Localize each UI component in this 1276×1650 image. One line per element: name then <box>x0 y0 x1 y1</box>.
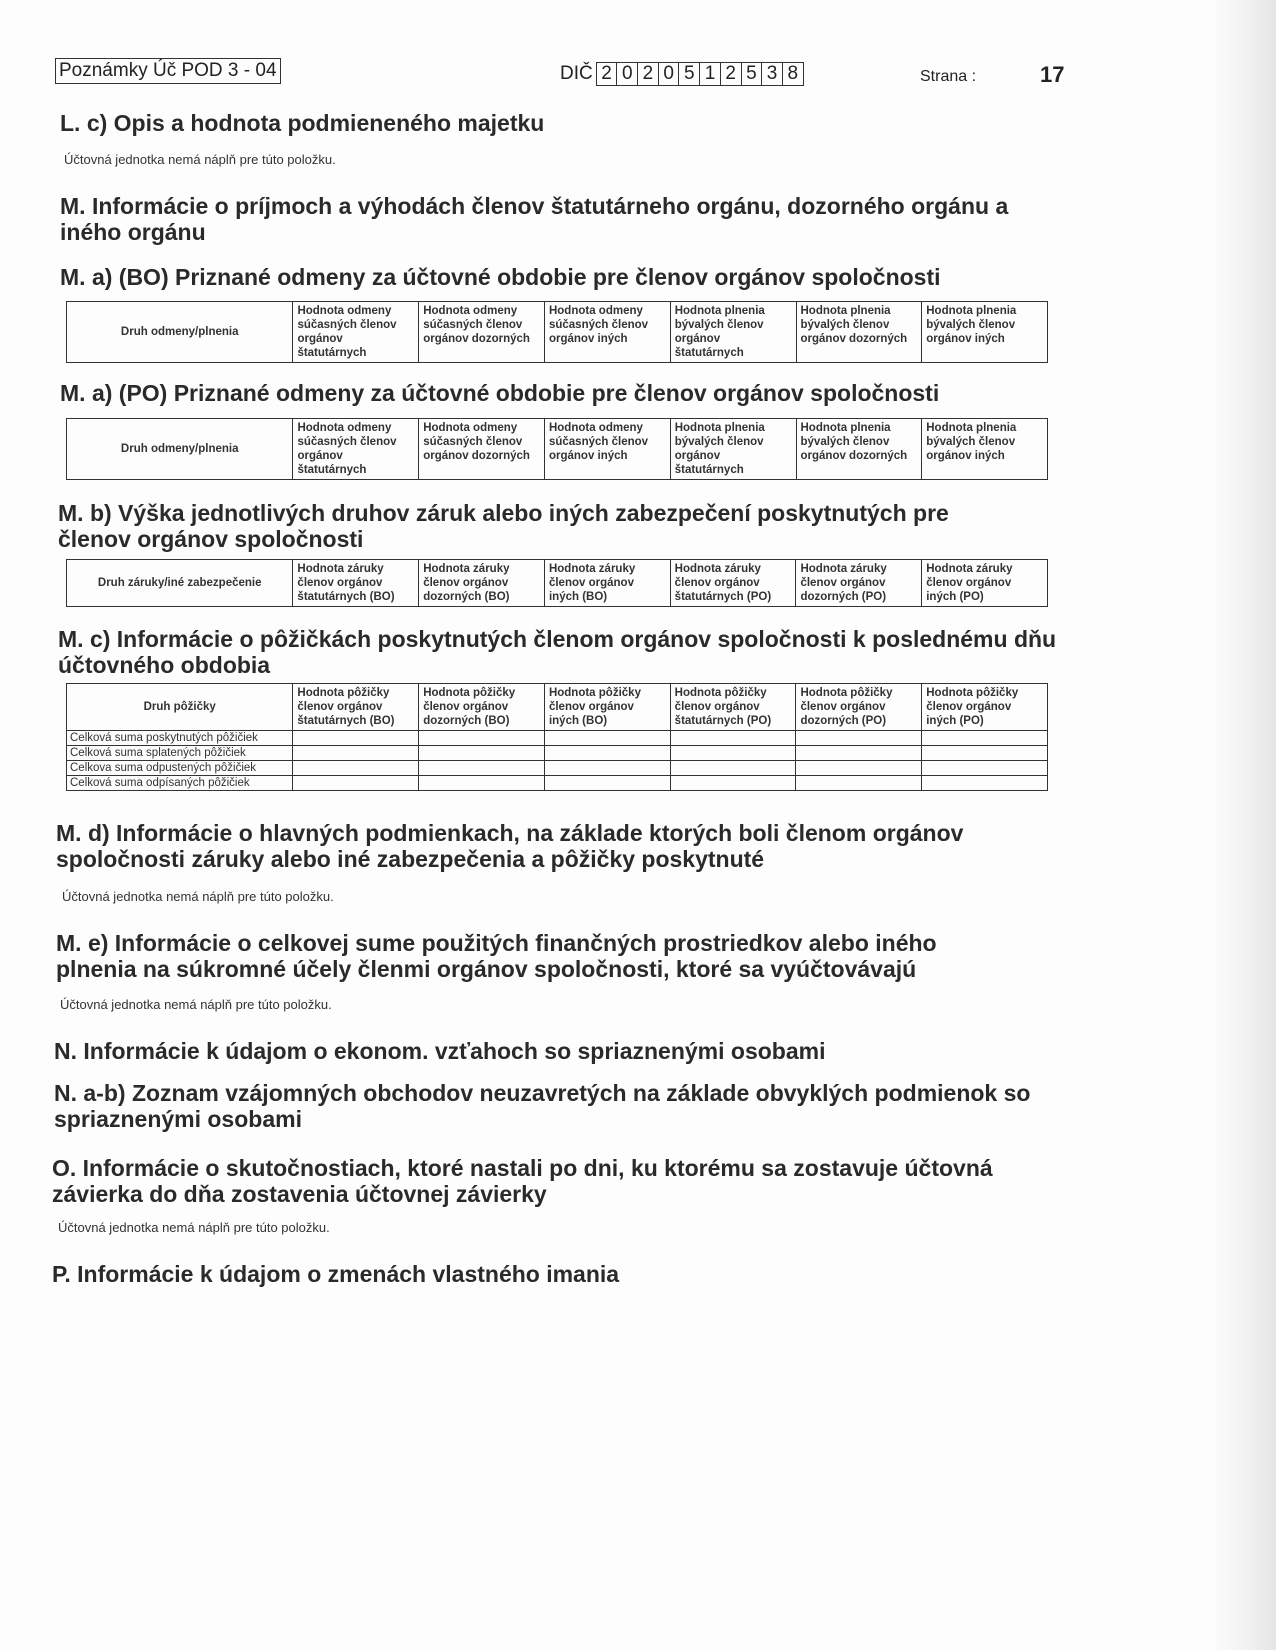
table-ma-po <box>66 418 1048 480</box>
table-cell <box>922 761 1048 776</box>
section-o-note: Účtovná jednotka nemá náplň pre túto položku. <box>58 1220 330 1235</box>
dic-field <box>560 62 804 86</box>
table-cell <box>544 746 670 761</box>
dic-digit: 5 <box>741 63 762 85</box>
dic-digit: 3 <box>761 63 782 85</box>
table-cell <box>796 731 922 746</box>
table-header-row <box>67 560 1048 607</box>
section-p-title: P. Informácie k údajom o zmenách vlastného imania <box>52 1261 620 1287</box>
dic-digit: 8 <box>782 63 803 85</box>
column-header: Hodnota plnenia bývalých členov orgánov iných <box>922 419 1048 480</box>
row-label: Celkova suma odpustených pôžičiek <box>67 761 293 776</box>
table-cell <box>544 731 670 746</box>
row-label: Celková suma splatených pôžičiek <box>67 746 293 761</box>
table-cell <box>419 746 545 761</box>
section-md-title: M. d) Informácie o hlavných podmienkach, na základe ktorých boli členom orgánov spoločnosti záruky alebo iné zabezpečenia a pôžičky poskytnuté <box>56 820 964 872</box>
table-mb <box>66 559 1048 607</box>
table-cell <box>796 761 922 776</box>
column-header: Hodnota záruky členov orgánov štatutárnych (PO) <box>670 560 796 607</box>
dic-digit: 5 <box>678 63 699 85</box>
column-header: Hodnota plnenia bývalých členov orgánov iných <box>922 302 1048 363</box>
column-header: Hodnota pôžičky členov orgánov štatutárnych (PO) <box>670 684 796 731</box>
column-header: Hodnota záruky členov orgánov štatutárnych (BO) <box>293 560 419 607</box>
column-header: Hodnota odmeny súčasných členov orgánov iných <box>544 419 670 480</box>
dic-digit: 2 <box>601 63 612 84</box>
page-number: 17 <box>1040 62 1065 87</box>
column-header: Hodnota pôžičky členov orgánov iných (PO) <box>922 684 1048 731</box>
dic-digit: 0 <box>658 63 679 85</box>
column-header: Hodnota plnenia bývalých členov orgánov štatutárnych <box>670 419 796 480</box>
table-cell <box>922 731 1048 746</box>
column-header: Hodnota plnenia bývalých členov orgánov dozorných <box>796 419 922 480</box>
table-row <box>67 761 1048 776</box>
scan-edge <box>1216 0 1276 1650</box>
table-header-row <box>67 684 1048 731</box>
section-nab-title: N. a-b) Zoznam vzájomných obchodov neuzavretých na základe obvyklých podmienok so spriaznenými osobami <box>54 1080 1031 1132</box>
table-cell <box>796 776 922 791</box>
table-cell <box>670 746 796 761</box>
section-md-note: Účtovná jednotka nemá náplň pre túto položku. <box>62 889 334 904</box>
form-id: Poznámky Úč POD 3 - 04 <box>55 58 281 84</box>
page-label: Strana : <box>920 68 977 85</box>
column-header: Hodnota pôžičky členov orgánov dozorných (PO) <box>796 684 922 731</box>
table-cell <box>293 776 419 791</box>
table-cell <box>419 761 545 776</box>
table-row <box>67 731 1048 746</box>
table-cell <box>293 731 419 746</box>
column-header: Hodnota pôžičky členov orgánov dozorných (BO) <box>419 684 545 731</box>
dic-digit: 1 <box>699 63 720 85</box>
column-header: Druh odmeny/plnenia <box>67 302 293 363</box>
column-header: Druh záruky/iné zabezpečenie <box>67 560 293 607</box>
table-cell <box>419 776 545 791</box>
table-cell <box>922 746 1048 761</box>
table-cell <box>293 746 419 761</box>
table-cell <box>670 776 796 791</box>
column-header: Hodnota pôžičky členov orgánov iných (BO) <box>544 684 670 731</box>
dic-digits <box>596 62 804 86</box>
table-row <box>67 776 1048 791</box>
column-header: Hodnota záruky členov orgánov iných (PO) <box>922 560 1048 607</box>
dic-digit: 0 <box>616 63 637 85</box>
column-header: Hodnota odmeny súčasných členov orgánov štatutárnych <box>293 419 419 480</box>
column-header: Hodnota záruky členov orgánov dozorných (PO) <box>796 560 922 607</box>
column-header: Druh odmeny/plnenia <box>67 419 293 480</box>
table-cell <box>922 776 1048 791</box>
section-ma-bo-title: M. a) (BO) Priznané odmeny za účtovné obdobie pre členov orgánov spoločnosti <box>60 264 941 290</box>
table-cell <box>670 761 796 776</box>
table-cell <box>544 776 670 791</box>
table-header-row <box>67 302 1048 363</box>
table-cell <box>544 761 670 776</box>
column-header: Hodnota pôžičky členov orgánov štatutárnych (BO) <box>293 684 419 731</box>
column-header: Hodnota odmeny súčasných členov orgánov iných <box>544 302 670 363</box>
section-lc-title: L. c) Opis a hodnota podmieneného majetku <box>60 110 545 136</box>
row-label: Celková suma odpísaných pôžičiek <box>67 776 293 791</box>
column-header: Hodnota záruky členov orgánov iných (BO) <box>544 560 670 607</box>
section-m-title: M. Informácie o príjmoch a výhodách členov štatutárneho orgánu, dozorného orgánu a iného orgánu <box>60 193 1009 245</box>
row-label: Celková suma poskytnutých pôžičiek <box>67 731 293 746</box>
column-header: Hodnota plnenia bývalých členov orgánov štatutárnych <box>670 302 796 363</box>
table-mc <box>66 683 1048 791</box>
table-cell <box>796 746 922 761</box>
section-mc-title: M. c) Informácie o pôžičkách poskytnutých členom orgánov spoločnosti k poslednému dňu účtovného obdobia <box>58 626 1057 678</box>
section-lc-note: Účtovná jednotka nemá náplň pre túto položku. <box>64 152 336 167</box>
column-header: Hodnota plnenia bývalých členov orgánov dozorných <box>796 302 922 363</box>
column-header: Druh pôžičky <box>67 684 293 731</box>
section-me-title: M. e) Informácie o celkovej sume použitých finančných prostriedkov alebo iného plnenia na súkromné účely členmi orgánov spoločnosti, ktoré sa vyúčtovávajú <box>56 930 937 982</box>
column-header: Hodnota odmeny súčasných členov orgánov dozorných <box>419 419 545 480</box>
dic-digit: 2 <box>720 63 741 85</box>
section-ma-po-title: M. a) (PO) Priznané odmeny za účtovné obdobie pre členov orgánov spoločnosti <box>60 380 940 406</box>
section-o-title: O. Informácie o skutočnostiach, ktoré nastali po dni, ku ktorému sa zostavuje účtovná závierka do dňa zostavenia účtovnej závierky <box>52 1155 993 1207</box>
column-header: Hodnota záruky členov orgánov dozorných (BO) <box>419 560 545 607</box>
column-header: Hodnota odmeny súčasných členov orgánov dozorných <box>419 302 545 363</box>
table-cell <box>293 761 419 776</box>
dic-label: DIČ <box>560 63 593 84</box>
table-row <box>67 746 1048 761</box>
section-mb-title: M. b) Výška jednotlivých druhov záruk alebo iných zabezpečení poskytnutých pre členov orgánov spoločnosti <box>58 500 949 552</box>
section-me-note: Účtovná jednotka nemá náplň pre túto položku. <box>60 997 332 1012</box>
table-cell <box>419 731 545 746</box>
table-ma-bo <box>66 301 1048 363</box>
dic-digit: 2 <box>637 63 658 85</box>
column-header: Hodnota odmeny súčasných členov orgánov štatutárnych <box>293 302 419 363</box>
table-cell <box>670 731 796 746</box>
table-header-row <box>67 419 1048 480</box>
section-n-title: N. Informácie k údajom o ekonom. vzťahoch so spriaznenými osobami <box>54 1038 826 1064</box>
